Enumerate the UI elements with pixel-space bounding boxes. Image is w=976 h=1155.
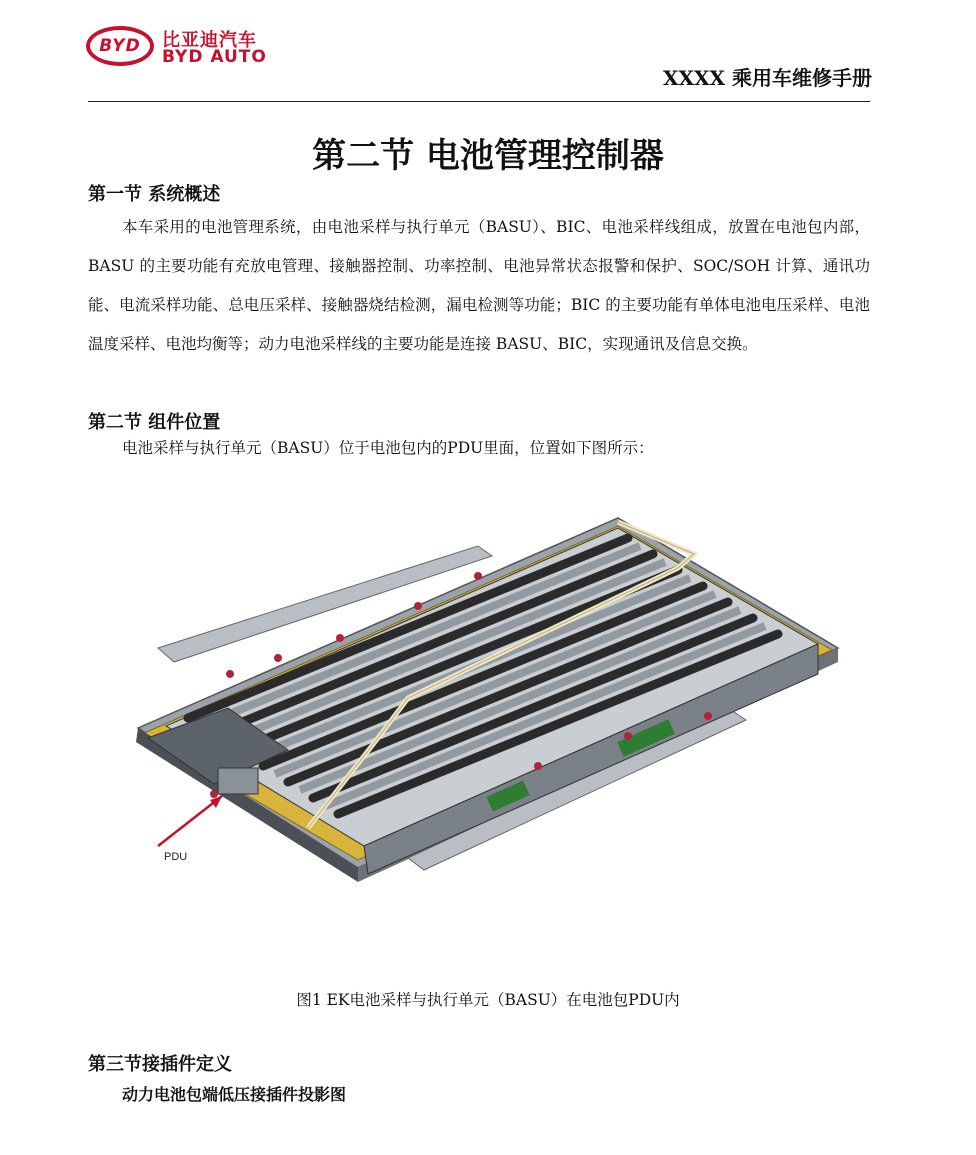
logo-english-text: BYD AUTO [162, 47, 267, 67]
logo-chinese-text: 比亚迪汽车 [162, 30, 257, 51]
section-title-location: 第二节 组件位置 [88, 412, 221, 433]
connector-subheading: 动力电池包端低压接插件投影图 [122, 1085, 347, 1104]
section-title-connector: 第三节接插件定义 [88, 1054, 232, 1075]
section-title-overview: 第一节 系统概述 [88, 184, 221, 205]
battery-pack-illustration [118, 498, 858, 908]
figure-caption: 图1 EK电池采样与执行单元（BASU）在电池包PDU内 [296, 991, 680, 1009]
pdu-label: PDU [164, 851, 188, 863]
document-header-title: XXXX 乘用车维修手册 [662, 66, 872, 90]
byd-logo [86, 26, 286, 70]
header-divider [88, 101, 870, 102]
section-paragraph-location: 电池采样与执行单元（BASU）位于电池包内的PDU里面，位置如下图所示： [122, 439, 654, 457]
section-paragraph-overview: 本车采用的电池管理系统，由电池采样与执行单元（BASU）、BIC、电池采样线组成，放置在电池包内部，BASU 的主要功能有充放电管理、接触器控制、功率控制、电池异常状态报警和保护、SOC/SOH 计算、通讯功能、电流采样功能、总电压采样、接触器烧结检测，漏电检测等功能；BIC 的主要功能有单体电池电压采样、电池温度采样、电池均衡等；动力电池采样线的主要功能是连接 BASU、BIC，实现通讯及信息交换。 [88, 218, 870, 353]
byd-logo-mark: BYD [86, 26, 154, 66]
battery-pack-figure [118, 498, 858, 908]
page-title: 第二节 电池管理控制器 [312, 136, 664, 176]
